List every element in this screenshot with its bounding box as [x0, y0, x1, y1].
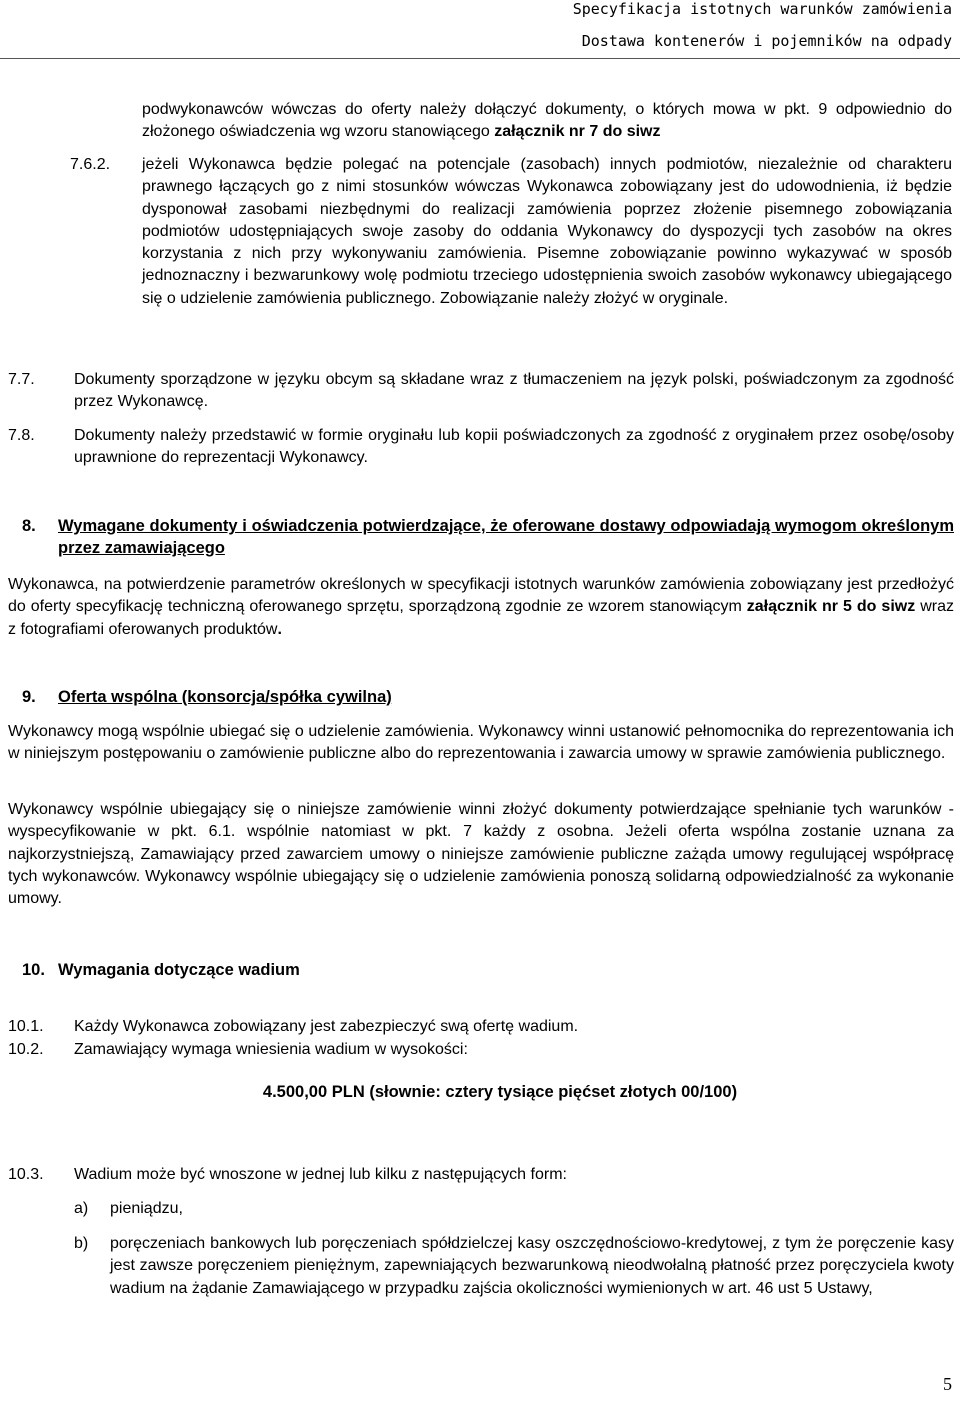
section-10-title: Wymagania dotyczące wadium — [58, 961, 300, 979]
item-7-8-text: Dokumenty należy przedstawić w formie oryginału lub kopii poświadczonych za zgodność z oryginałem przez osobę/osoby uprawnione do reprezentacji Wykonawcy. — [74, 427, 954, 467]
item-10-3-number: 10.3. — [8, 1166, 44, 1183]
item-7-7-number: 7.7. — [8, 371, 35, 388]
item-10-1-text: Każdy Wykonawca zobowiązany jest zabezpieczyć swą ofertę wadium. — [74, 1018, 579, 1035]
section-10-number: 10. — [22, 961, 45, 979]
item-7-6-2-text: jeżeli Wykonawca będzie polegać na potencjale (zasobach) innych podmiotów, niezależnie od charakteru prawnego łączących go z nimi stosunków wówczas Wykonawca zobowiązany jest do udowodnienia, iż będzie dysponował zasobami niezbędnymi do realizacji zamówienia poprzez złożenie pisemnego zobowiązania podmiotów udostępniających swoje zasoby do oddania Wykonawcy do dyspozycji tych zasobów na okres korzystania z nich przy wykonywaniu zamówienia. Pisemne zobowiązanie powinno wykazywać w sposób jednoznaczny i bezwarunkowy wolę podmiotu trzeciego udostępnienia swoich zasobów wykonawcy ubiegającego się o udzielenie zamówienia publicznego. Zobowiązanie należy złożyć w oryginale. — [142, 156, 952, 307]
item-10-2-text: Zamawiający wymaga wniesienia wadium w wysokości: — [74, 1041, 468, 1058]
header-divider — [0, 58, 960, 59]
section-9-paragraph-2: Wykonawcy wspólnie ubiegający się o niniejsze zamówienie winni złożyć dokumenty potwierdzające spełnianie tych warunków - wyspecyfikowanie w pkt. 6.1. wspólnie natomiast w pkt. 7 każdy z osobna. Jeżeli oferta wspólna zostanie uznana za najkorzystniejszą, Zamawiający przed zawarciem umowy o niniejsze zamówienie publiczne zażąda umowy regulującej współpracę tych wykonawców. Wykonawcy wspólnie ubiegający się o udzielenie zamówienia ponoszą solidarną odpowiedzialność za wykonanie umowy. — [8, 801, 954, 908]
list-item-b-label: b) — [74, 1235, 89, 1252]
section-9-title: Oferta wspólna (konsorcja/spółka cywilna) — [58, 688, 392, 706]
list-item-a-label: a) — [74, 1200, 89, 1217]
item-10-1-number: 10.1. — [8, 1018, 44, 1035]
section-9-paragraph-1: Wykonawcy mogą wspólnie ubiegać się o udzielenie zamówienia. Wykonawcy winni ustanowić pełnomocnika do reprezentowania ich w niniejszym postępowaniu o zamówienie publiczne albo do reprezentowania i zawarcia umowy w sprawie zamówienia publicznego. — [8, 723, 954, 763]
item-7-8-number: 7.8. — [8, 427, 35, 444]
item-7-7-text: Dokumenty sporządzone w języku obcym są składane wraz z tłumaczeniem na język polski, poświadczonym za zgodność przez Wykonawcę. — [74, 371, 954, 411]
header-document-title: Specyfikacja istotnych warunków zamówienia — [572, 0, 952, 18]
section-9-number: 9. — [22, 688, 36, 706]
section-8-title: Wymagane dokumenty i oświadczenia potwierdzające, że oferowane dostawy odpowiadają wymogom określonym przez zamawiającego — [58, 517, 954, 557]
item-7-6-2-number: 7.6.2. — [70, 156, 111, 173]
section-8-paragraph: Wykonawca, na potwierdzenie parametrów określonych w specyfikacji istotnych warunków zamówienia zobowiązany jest przedłożyć do oferty specyfikację techniczną oferowanego sprzętu, sporządzoną zgodnie ze wzorem stanowiącym załącznik nr 5 do siwz wraz z fotografiami oferowanych produktów. — [8, 576, 954, 638]
intro-paragraph: podwykonawców wówczas do oferty należy dołączyć dokumenty, o których mowa w pkt. 9 odpowiednio do złożonego oświadczenia wg wzoru stanowiącego załącznik nr 7 do siwz — [142, 101, 952, 141]
item-10-2-number: 10.2. — [8, 1041, 44, 1058]
wadium-amount: 4.500,00 PLN (słownie: cztery tysiące pięćset złotych 00/100) — [262, 1083, 738, 1101]
list-item-a-text: pieniądzu, — [110, 1200, 183, 1217]
item-10-3-text: Wadium może być wnoszone w jednej lub kilku z następujących form: — [74, 1166, 567, 1183]
section-8-number: 8. — [22, 517, 36, 535]
list-item-b-text: poręczeniach bankowych lub poręczeniach spółdzielczej kasy oszczędnościowo-kredytowej, z tym że poręczenie kasy jest zawsze poręczeniem pieniężnym, zapewniających bezwarunkową nieodwołalną płatność przez poręczyciela kwoty wadium na żądanie Zamawiającego w przypadku zajścia okoliczności wymienionych w art. 46 ust 5 Ustawy, — [110, 1235, 954, 1297]
page-number: 5 — [943, 1374, 952, 1394]
header-subject: Dostawa kontenerów i pojemników na odpady — [581, 32, 952, 50]
